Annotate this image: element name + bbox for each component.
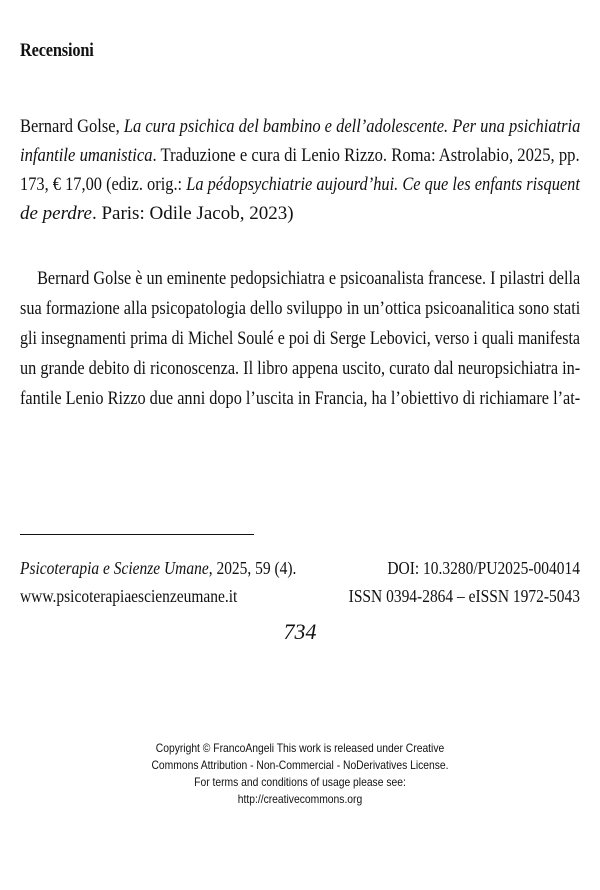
review-paragraph — [20, 264, 580, 414]
copyright-line: Commons Attribution - Non-Commercial - NoDerivatives License. — [151, 758, 449, 772]
footer-row-web — [20, 586, 580, 607]
citation-original-publisher: . Paris: Odile Jacob, 2023) — [91, 203, 294, 224]
citation-line-4 — [20, 199, 580, 228]
page-number: 734 — [283, 619, 317, 644]
paragraph-line: un grande debito di riconoscenza. Il libro appena uscito, curato dal neuropsichiatra in- — [20, 358, 581, 379]
paragraph-line: gli insegnamenti prima di Michel Soulé e poi di Serge Lebovici, verso i quali manifesta — [20, 328, 581, 349]
copyright-notice — [0, 740, 600, 808]
paragraph-line: Bernard Golse è un eminente pedopsichiatra e psicoanalista francese. I pilastri della — [37, 268, 581, 289]
citation-book-title: La cura psichica del bambino e dell’adolescente. Per una psichiatria — [123, 116, 581, 137]
issn-text: ISSN 0394-2864 – eISSN 1972-5043 — [348, 586, 580, 606]
copyright-line: Copyright © FrancoAngeli This work is released under Creative — [155, 741, 445, 755]
paragraph-line: sua formazione alla psicopatologia dello sviluppo in un’ottica psicoanalitica sono stati — [20, 298, 581, 319]
citation-original-title: La pédopsychiatrie aujourd’hui. Ce que les enfants risquent — [186, 174, 580, 195]
citation-line-2 — [20, 141, 580, 170]
copyright-url[interactable]: http://creativecommons.org — [237, 792, 363, 806]
citation-original-edition-label: 173, € 17,00 (ediz. orig.: — [20, 174, 183, 195]
book-citation — [20, 112, 580, 228]
journal-volume: , 2025, 59 (4). — [208, 558, 297, 578]
journal-name: Psicoterapia e Scienze Umane — [20, 558, 209, 578]
citation-publication-info: . Traduzione e cura di Lenio Rizzo. Roma: Astrolabio, 2025, pp. — [152, 145, 580, 166]
citation-book-title-cont: infantile umanistica — [20, 145, 153, 166]
section-heading: Recensioni — [20, 40, 94, 61]
citation-author: Bernard Golse, — [20, 116, 120, 137]
citation-original-title-cont: de perdre — [20, 203, 92, 224]
journal-website: www.psicoterapiaescienzeumane.it — [20, 586, 238, 606]
citation-line-3 — [20, 170, 580, 199]
copyright-line: For terms and conditions of usage please see: — [194, 775, 406, 789]
footer-row-journal — [20, 558, 580, 579]
paragraph-line: fantile Lenio Rizzo due anni dopo l’uscita in Francia, ha l’obiettivo di richiamare l’at- — [20, 388, 581, 409]
citation-line-1 — [20, 112, 581, 141]
footnote-divider — [20, 534, 254, 535]
doi-text: DOI: 10.3280/PU2025-004014 — [387, 558, 580, 578]
journal-citation — [20, 558, 296, 579]
